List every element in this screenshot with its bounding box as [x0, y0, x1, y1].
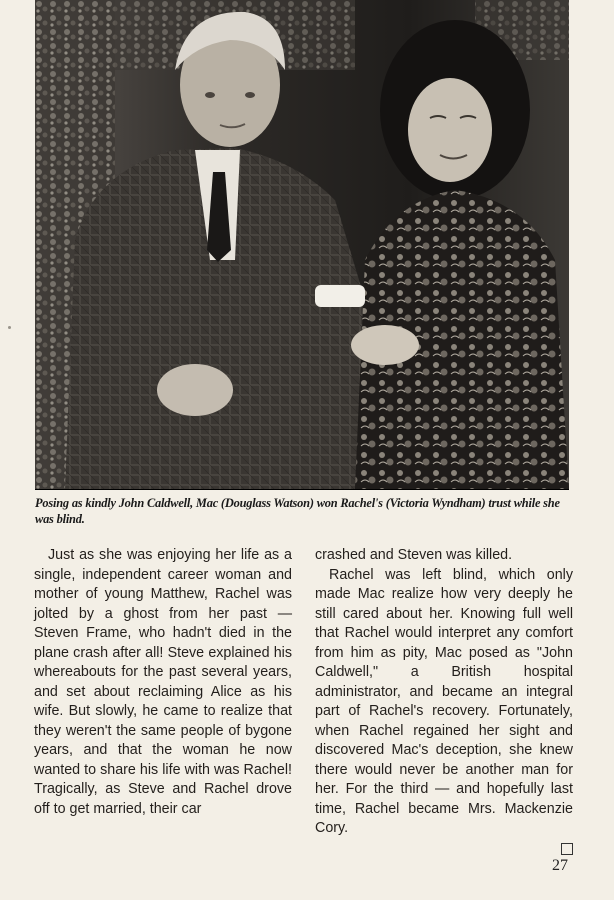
article-column-left — [34, 546, 292, 819]
end-mark-wrap — [315, 841, 573, 861]
article-paragraph: crashed and Steven was killed. — [315, 547, 513, 563]
photo-illustration — [35, 0, 569, 489]
end-of-article-icon — [561, 843, 573, 855]
article-paragraph-text: Rachel was left blind, which only made Mac realize how very deeply he still cared about her. Knowing full well that Rachel would interpret any comfort from him as pity, Mac posed as "John Caldwell," a British hospital administrator, and became an integral part of Rachel's recovery. Fortunately, when Rachel regained her sight and discovered Mac's deception, she knew there would never be another man for her. For the third — and hopefully last time, Rachel became Mrs. Mackenzie Cory. — [315, 566, 573, 836]
page-number: 27 — [552, 857, 568, 874]
photo-caption: Posing as kindly John Caldwell, Mac (Douglass Watson) won Rachel's (Victoria Wyndham) trust while she was blind. — [35, 496, 560, 526]
margin-mark — [8, 326, 11, 329]
article-paragraph: Just as she was enjoying her life as a single, independent career woman and mother of young Matthew, Rachel was jolted by a ghost from her past — Steven Frame, who hadn't died in the plane crash after all! Steve explained his whereabouts for the past several years, and set about reclaiming Alice as his wife. But slowly, he came to realize that they weren't the same people of bygone years, and that the woman he now wanted to share his life with was Rachel! Tragically, as Steve and Rachel drove off to get married, their car — [34, 547, 292, 817]
article-paragraph — [315, 566, 573, 839]
article-column-right — [315, 546, 573, 860]
article-photo — [35, 0, 569, 490]
